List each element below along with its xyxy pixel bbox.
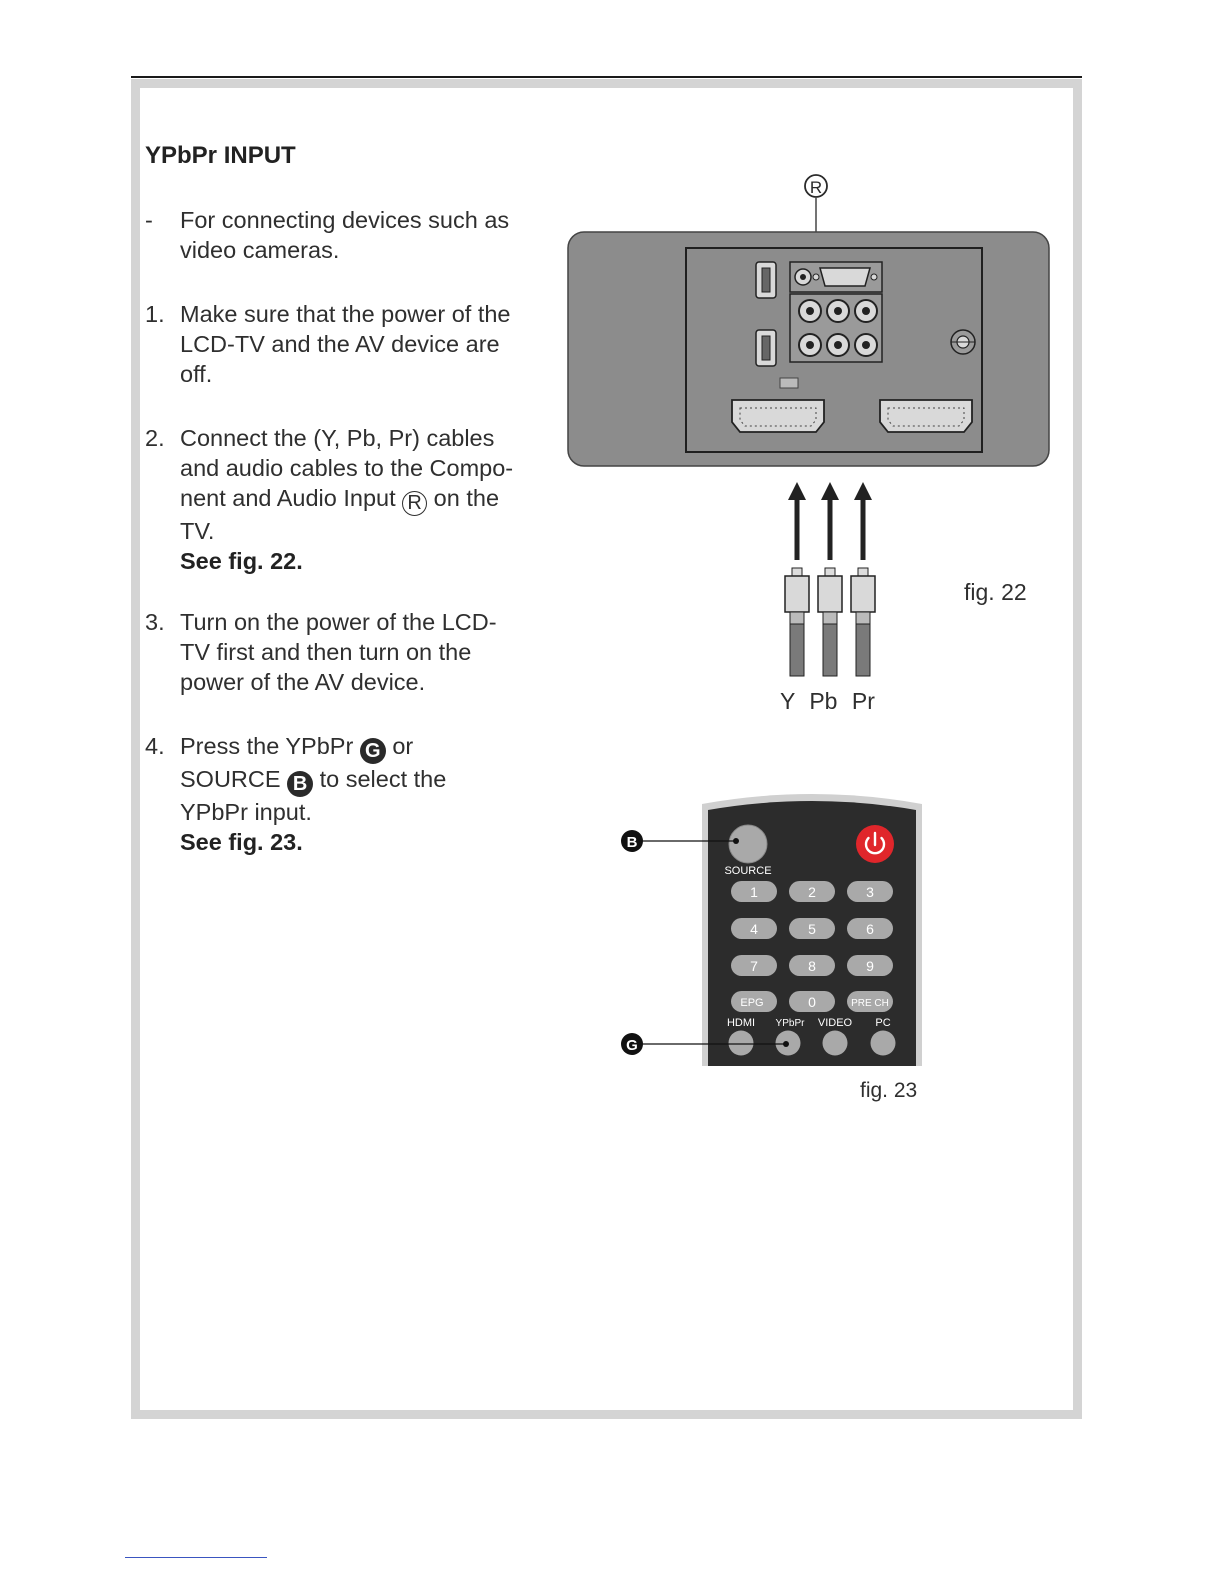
step-2: [145, 423, 545, 576]
callout-b-badge: B: [287, 771, 313, 797]
figure-23-remote: [610, 790, 940, 1075]
step-line: off.: [180, 361, 213, 387]
step-line: Make sure that the power of the: [180, 301, 511, 327]
step-1: [145, 299, 545, 389]
rca-jack: [827, 334, 849, 356]
key-label: 0: [808, 994, 816, 1010]
pc-button: [871, 1031, 896, 1056]
intro-line: For connecting devices such as: [180, 207, 510, 233]
scart-port: [880, 400, 972, 432]
step-line: [180, 731, 545, 764]
key-label: 8: [808, 958, 816, 974]
figure-22-label: fig. 22: [964, 579, 1027, 605]
cable-plug-y: [785, 568, 809, 676]
key-label: 6: [866, 921, 874, 937]
callout-g-dot: [783, 1041, 789, 1047]
intro-item: [145, 205, 545, 265]
step-line: and audio cables to the Compo-: [180, 455, 514, 481]
step-line: [180, 483, 545, 516]
input-label-ypbpr: YPbPr: [775, 1018, 805, 1029]
step-line: Turn on the power of the LCD-: [180, 609, 497, 635]
section-heading: YPbPr INPUT: [145, 142, 296, 169]
step-number: 4.: [145, 733, 165, 759]
rca-jack: [799, 334, 821, 356]
key-label: 7: [750, 958, 758, 974]
step-line: LCD-TV and the AV device are: [180, 331, 500, 357]
step-text: nent and Audio Input: [180, 485, 396, 511]
rca-jack: [855, 300, 877, 322]
rca-jack: [827, 300, 849, 322]
rca-jack: [799, 300, 821, 322]
step-text: Press the YPbPr: [180, 733, 354, 759]
source-label: SOURCE: [724, 865, 772, 877]
key-label: EPG: [740, 997, 764, 1009]
scart-port: [732, 400, 824, 432]
input-label-video: VIDEO: [817, 1017, 853, 1029]
step-3: [145, 607, 545, 697]
service-port: [780, 378, 798, 388]
step-line: TV first and then turn on the: [180, 639, 472, 665]
key-label: 4: [750, 921, 758, 937]
cable-labels: [780, 688, 875, 715]
rca-jack: [855, 334, 877, 356]
intro-marker: -: [145, 207, 153, 233]
antenna-port: [951, 330, 975, 354]
hdmi-button: [729, 1031, 754, 1056]
key-label: 2: [808, 884, 816, 900]
cable-plug-pb: [818, 568, 842, 676]
step-line: YPbPr input.: [180, 799, 312, 825]
callout-g-letter: G: [626, 1037, 638, 1054]
footer-rule: [125, 1557, 267, 1558]
key-label: 5: [808, 921, 816, 937]
step-number: 3.: [145, 609, 165, 635]
callout-b-dot: [733, 838, 739, 844]
step-line: Connect the (Y, Pb, Pr) cables: [180, 425, 495, 451]
step-text: on the: [433, 485, 500, 511]
callout-r-letter: R: [809, 178, 823, 197]
arrow-up-icon: [821, 482, 839, 560]
input-label-hdmi: HDMI: [726, 1017, 756, 1029]
step-line: [180, 764, 545, 797]
figure-22-diagram: [560, 170, 1060, 690]
figure-23-label: fig. 23: [860, 1079, 918, 1102]
see-fig-23: See fig. 23.: [180, 829, 303, 855]
intro-line: video cameras.: [180, 237, 340, 263]
cable-label-pr: Pr: [851, 688, 875, 714]
cable-plug-pr: [851, 568, 875, 676]
step-number: 1.: [145, 301, 165, 327]
hdmi-port: [756, 262, 776, 298]
key-label: 9: [866, 958, 874, 974]
step-text: or: [392, 733, 414, 759]
hdmi-port: [756, 330, 776, 366]
arrow-up-icon: [788, 482, 806, 560]
callout-r-badge: R: [402, 491, 427, 516]
callout-g-badge: G: [360, 738, 386, 764]
key-label: 1: [750, 884, 758, 900]
video-button: [823, 1031, 848, 1056]
key-label: 3: [866, 884, 874, 900]
callout-b-letter: B: [626, 834, 638, 851]
cable-label-y: Y: [780, 688, 795, 714]
top-rule: [131, 76, 1082, 78]
step-text: to select the: [319, 766, 447, 792]
input-label-pc: PC: [875, 1017, 891, 1029]
pc-audio-jack-center: [800, 274, 806, 280]
cable-label-pb: Pb: [809, 688, 838, 714]
arrow-up-icon: [854, 482, 872, 560]
step-line: TV.: [180, 518, 215, 544]
see-fig-22: See fig. 22.: [180, 548, 303, 574]
source-button: [729, 825, 767, 863]
step-4: [145, 731, 545, 857]
step-number: 2.: [145, 425, 165, 451]
step-line: power of the AV device.: [180, 669, 426, 695]
step-text: SOURCE: [180, 766, 281, 792]
key-label: PRE CH: [851, 998, 889, 1009]
